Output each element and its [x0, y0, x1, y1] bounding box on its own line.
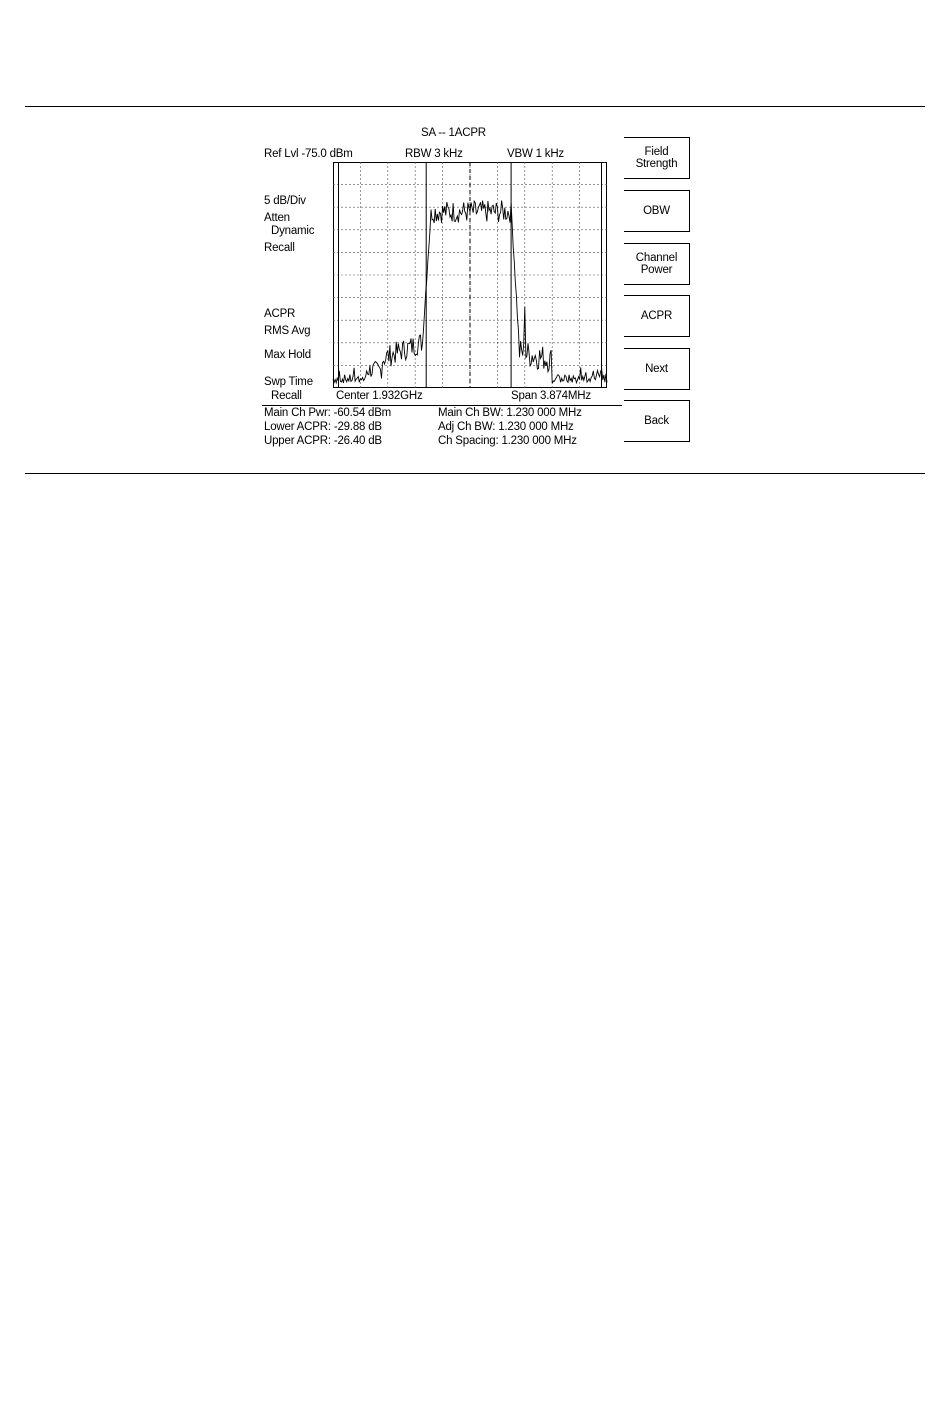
- vbw-readout: VBW 1 kHz: [507, 148, 564, 160]
- readout-separator: [262, 405, 622, 406]
- atten-label: Atten: [264, 212, 290, 224]
- ch-spacing: Ch Spacing: 1.230 000 MHz: [438, 435, 577, 447]
- main-ch-bw: Main Ch BW: 1.230 000 MHz: [438, 407, 582, 419]
- screen-title: SA -- 1ACPR: [421, 127, 486, 139]
- scale-label: 5 dB/Div: [264, 195, 306, 207]
- recall-label-1: Recall: [264, 242, 295, 254]
- max-hold-label: Max Hold: [264, 349, 311, 361]
- back-softkey[interactable]: [624, 400, 690, 442]
- obw-softkey[interactable]: [624, 190, 690, 232]
- dynamic-label: Dynamic: [271, 225, 315, 237]
- main-ch-pwr: Main Ch Pwr: -60.54 dBm: [264, 407, 392, 419]
- channel-power-softkey[interactable]: [624, 243, 690, 285]
- acpr-softkey[interactable]: [624, 295, 690, 337]
- field-strength-softkey[interactable]: [624, 137, 690, 179]
- softkey-label: Next: [645, 363, 668, 375]
- recall-label-2: Recall: [271, 390, 302, 402]
- rbw-readout: RBW 3 kHz: [405, 148, 463, 160]
- softkey-label: OBW: [643, 205, 670, 217]
- softkey-label: ACPR: [640, 310, 673, 322]
- bottom-rule: [25, 473, 925, 474]
- ref-level: Ref Lvl -75.0 dBm: [264, 148, 353, 160]
- top-rule: [25, 106, 925, 107]
- lower-acpr: Lower ACPR: -29.88 dB: [264, 421, 382, 433]
- softkey-label: Field Strength: [635, 146, 678, 170]
- rms-avg-label: RMS Avg: [264, 325, 311, 337]
- upper-acpr: Upper ACPR: -26.40 dB: [264, 435, 382, 447]
- adj-ch-bw: Adj Ch BW: 1.230 000 MHz: [438, 421, 574, 433]
- spectrum-plot: [333, 162, 607, 388]
- center-frequency: Center 1.932GHz: [336, 390, 423, 402]
- next-softkey[interactable]: [624, 348, 690, 390]
- acpr-label: ACPR: [264, 308, 296, 320]
- softkey-label: Back: [644, 415, 669, 427]
- swp-time-label: Swp Time: [264, 376, 313, 388]
- softkey-label: Channel Power: [635, 252, 678, 276]
- span-readout: Span 3.874MHz: [511, 390, 591, 402]
